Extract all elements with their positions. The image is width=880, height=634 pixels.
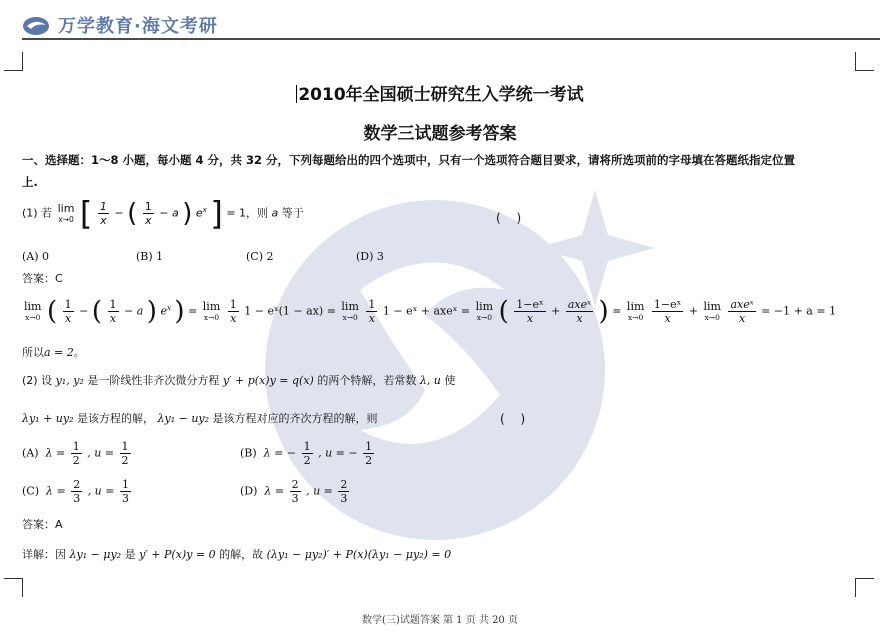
q1-conclusion: 所以a = 2。 — [22, 346, 85, 359]
q1-option-a: (A) 0 — [22, 250, 50, 263]
crop-mark-top-right — [855, 52, 874, 71]
q2-option-b: (B) λ = − $\frac{1}{2}$ , u = − $\frac{1}{2}$ — [240, 440, 373, 467]
q1-option-b: (B) 1 — [136, 250, 164, 263]
q2-stem-line-2: λy₁ + uy₂ 是该方程的解， λy₁ − uy₂ 是该方程对应的齐次方程的解，则 — [22, 412, 378, 425]
section-line-2: 上. — [22, 175, 38, 189]
q2-option-d: (D) λ = $\frac{2}{3}$ , u = $\frac{2}{3}$ — [240, 478, 348, 505]
section-instructions — [22, 149, 878, 193]
brand-logo-icon — [22, 14, 52, 36]
crop-mark-top-left — [4, 52, 23, 71]
q1-option-c: (C) 2 — [246, 250, 274, 263]
section-line-1: 一、选择题：1～8 小题，每小题 4 分，共 32 分，下列每题给出的四个选项中，只有一个选项符合题目要求，请将所选项前的字母填在答题纸指定位置 — [22, 153, 796, 167]
q2-option-a: (A) λ = $\frac{1}{2}$ , u = $\frac{1}{2}$ — [22, 440, 129, 467]
q1-option-d: (D) 3 — [356, 250, 384, 263]
crop-mark-bottom-left — [4, 578, 23, 597]
document-subtitle: 数学三试题参考答案 — [363, 124, 517, 144]
brand-header — [22, 12, 218, 38]
q2-answer-blank: ( ) — [500, 412, 526, 426]
q2-stem: (2) 设 y₁, y₂ 是一阶线性非齐次微分方程 y′ + p(x)y = q(x) 的两个特解，若常数 λ, u 使 — [22, 374, 456, 387]
page-footer: 数学(三)试题答案 第 1 页 共 20 页 — [362, 615, 518, 626]
q2-answer: 答案：A — [22, 518, 63, 531]
crop-mark-bottom-right — [855, 578, 874, 597]
q2-option-c: (C) λ = $\frac{2}{3}$ , u = $\frac{1}{3}$ — [22, 478, 129, 505]
q1-answer: 答案：C — [22, 272, 63, 285]
brand-text: 万学教育·海文考研 — [58, 16, 218, 37]
q1-solution-line: lim x→0 ( $\frac{1}{x}$ − ( $\frac{1}{x}$ − a ) $e^x$ ) = lim x→0 $\frac{1}{x}$ 1 − eˣ(1 − ax) = lim x→0 $\frac{1}{x}$ 1 − eˣ + axeˣ = lim x→0 ( $\frac{\text{1−eˣ}}{x}$ + $\frac{\text{axeˣ}}{x}$ ) = lim x→0 $\frac{\text{1−eˣ}}{x}$ + lim x→0 $\frac{\text{axeˣ}}{x}$ = −1 + a = 1 — [24, 296, 837, 327]
q2-detail: 详解：因 λy₁ − μy₂ 是 y′ + P(x)y = 0 的解，故 (λy₁ − μy₂)′ + P(x)(λy₁ − μy₂) = 0 — [22, 548, 452, 561]
header-rule — [22, 38, 880, 40]
q1-answer-blank: ( ) — [496, 211, 522, 225]
document-title: 2010年全国硕士研究生入学统一考试 — [298, 85, 584, 105]
q1-stem: (1) 若 lim x→0 [ $\frac{1}{x}$ − ( $\frac{1}{x}$ − a ) $e^x$ ] = 1，则 a 等于 — [22, 194, 304, 233]
